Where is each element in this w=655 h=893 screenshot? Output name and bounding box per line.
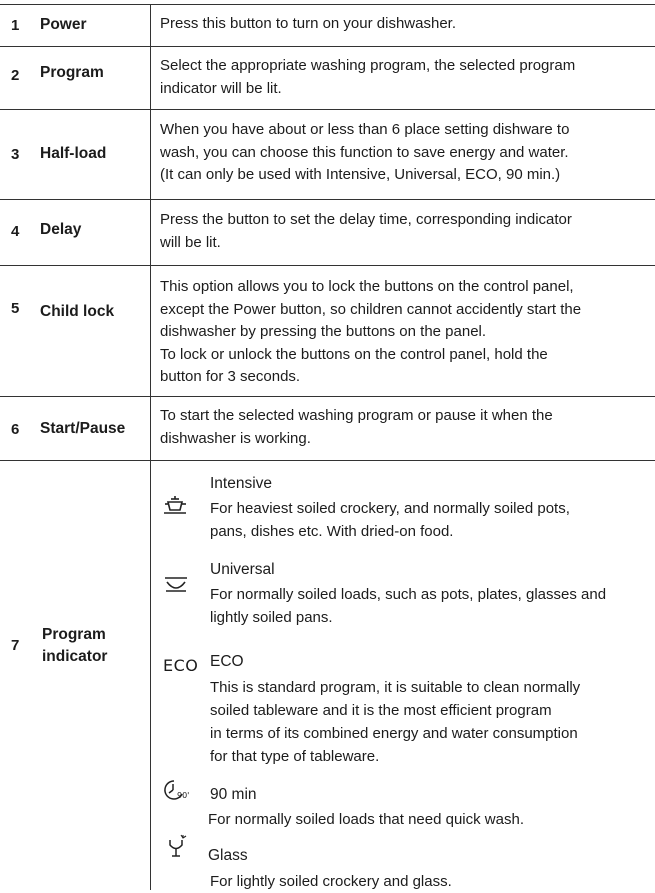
description-line: This option allows you to lock the buttons on the control panel, [160,278,574,295]
table-top-border [0,4,655,5]
description-line: dishwasher is working. [160,429,311,447]
description-line: dishwasher by pressing the buttons on the panel. [160,323,487,340]
clock-icon-label: 90' [177,791,190,800]
row-description [160,119,648,187]
description-line: For heaviest soiled crockery, and normally soiled pots, [210,500,570,517]
90-min-clock-icon [162,778,194,804]
description-line: To lock or unlock the buttons on the control panel, hold the [160,345,548,363]
row-label [42,624,107,668]
row-description [160,276,648,389]
program-description [208,808,524,831]
description-line: (It can only be used with Intensive, Universal, ECO, 90 min.) [160,166,561,183]
row-number: 2 [11,67,20,84]
row-description [160,405,648,450]
row-divider [0,460,655,461]
column-divider [150,4,151,890]
description-line: soiled tableware and it is the most efficient program [210,702,552,719]
row-divider [0,109,655,110]
description-line: lightly soiled pans. [210,609,333,626]
description-line: This is standard program, it is suitable to clean normally [210,679,581,696]
description-line: For lightly soiled crockery and glass. [210,873,452,890]
description-line: For normally soiled loads, such as pots, plates, glasses and [210,586,607,603]
row-label-line: indicator [42,648,108,665]
row-number: 4 [11,223,20,240]
description-line: for that type of tableware. [210,748,380,765]
program-title: 90 min [210,786,257,803]
program-title: Glass [208,847,248,864]
row-number: 1 [11,17,20,34]
row-label: Half-load [40,145,107,162]
row-description [160,55,648,100]
row-label: Start/Pause [40,420,126,437]
program-description [210,497,570,543]
row-description [160,13,648,36]
description-line: When you have about or less than 6 place setting dishware to [160,121,570,138]
row-number: 5 [11,300,20,317]
description-line: will be lit. [160,233,221,251]
row-divider [0,265,655,266]
glass-icon [166,834,190,860]
program-title: Intensive [210,475,273,492]
intensive-pot-icon [162,494,190,516]
row-divider [0,199,655,200]
description-line: To start the selected washing program or pause it when the [160,407,553,424]
row-label: Program [40,64,104,81]
description-line: Press this button to turn on your dishwasher. [160,15,456,32]
description-line: Press the button to set the delay time, corresponding indicator [160,211,572,228]
description-line: indicator will be lit. [160,79,282,97]
row-divider [0,46,655,47]
description-line: wash, you can choose this function to save energy and water. [160,143,569,161]
row-number: 3 [11,146,20,163]
description-line: pans, dishes etc. With dried-on food. [210,523,454,540]
row-label: Child lock [40,303,115,320]
universal-bowl-icon [162,574,190,596]
row-label: Power [40,16,87,33]
description-line: button for 3 seconds. [160,368,301,385]
description-line: For normally soiled loads that need quick wash. [208,811,524,828]
row-number: 6 [11,421,20,438]
row-number: 7 [11,637,20,654]
eco-icon: ECO [163,656,199,675]
description-line: Select the appropriate washing program, the selected program [160,57,576,74]
program-title: ECO [210,653,244,670]
program-title: Universal [210,561,275,578]
row-label: Delay [40,221,82,238]
description-line: except the Power button, so children cannot accidently start the [160,300,582,318]
row-label-line: Program [42,626,106,643]
row-divider [0,396,655,397]
program-description [210,583,606,629]
row-description [160,209,648,254]
description-line: in terms of its combined energy and water consumption [210,725,578,742]
program-description [210,676,580,768]
